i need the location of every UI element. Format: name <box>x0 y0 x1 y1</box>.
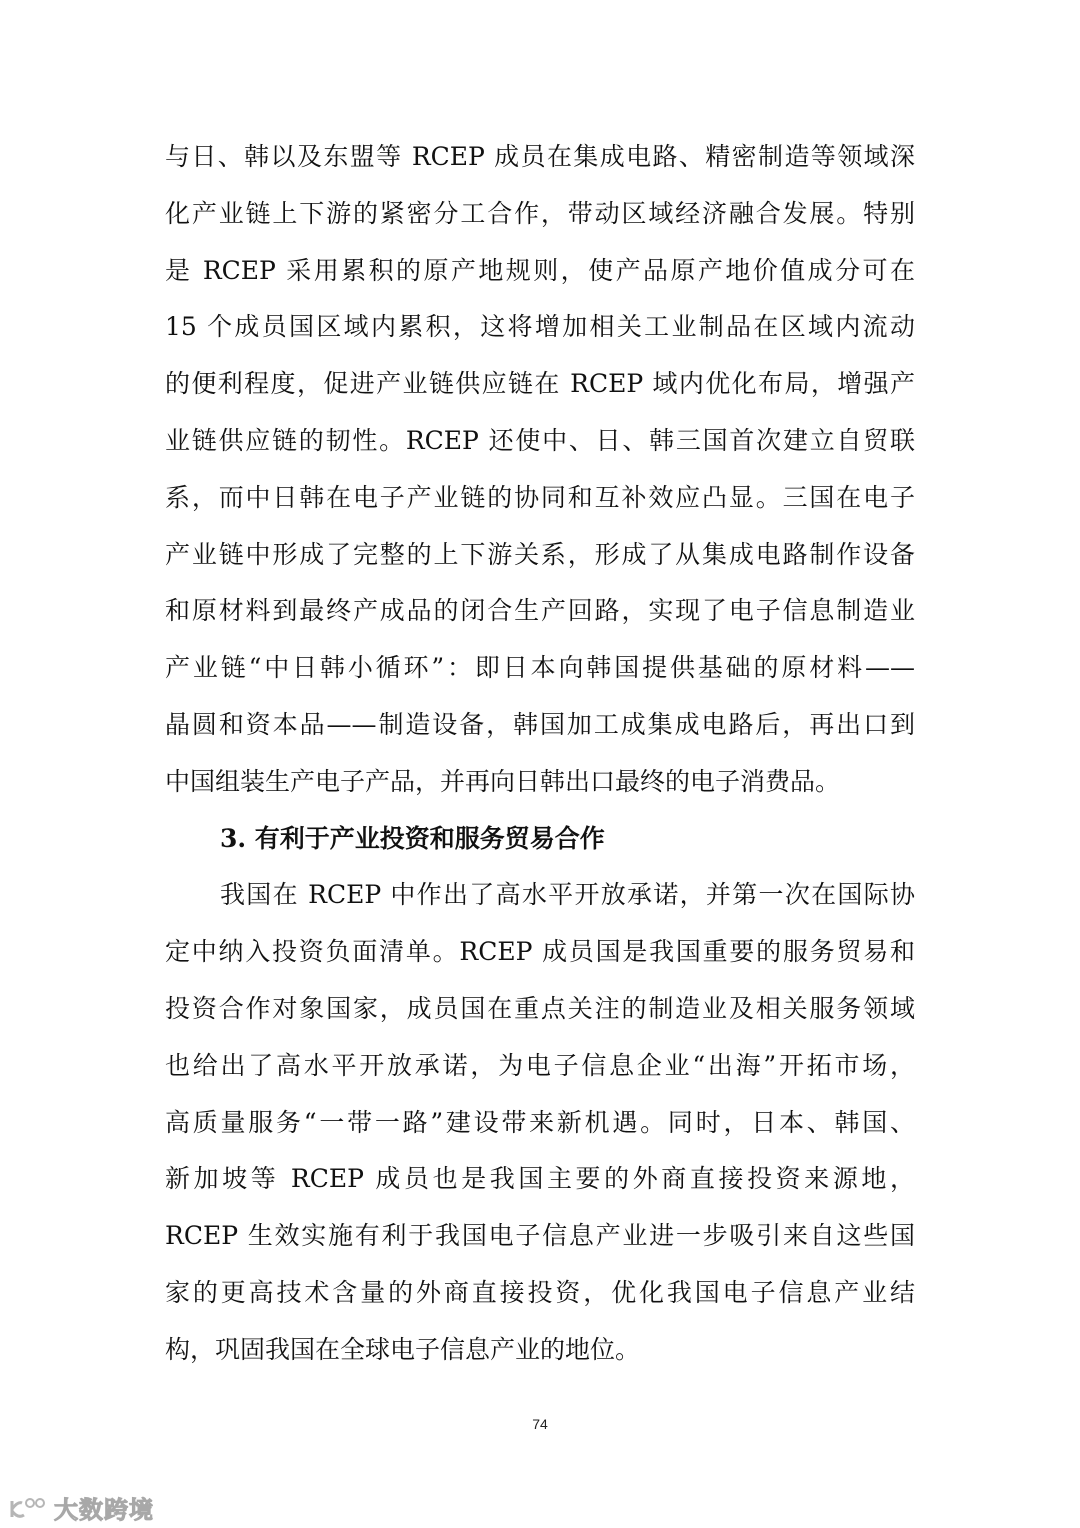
text-line: 业链供应链的韧性。RCEP 还使中、日、韩三国首次建立自贸联 <box>165 425 915 455</box>
text-line: 中国组装生产电子产品，并再向日韩出口最终的电子消费品。 <box>165 766 841 796</box>
text-line: 是 RCEP 采用累积的原产地规则，使产品原产地价值成分可在 <box>165 255 915 285</box>
section-heading: 3. 有利于产业投资和服务贸易合作 <box>220 823 605 853</box>
text-line: 产业链“中日韩小循环”：即日本向韩国提供基础的原材料—— <box>165 653 915 683</box>
text-line: 15 个成员国区域内累积，这将增加相关工业制品在区域内流动 <box>165 312 915 342</box>
watermark-text: 大数跨境 <box>54 1496 154 1524</box>
text-line: 和原材料到最终产成品的闭合生产回路，实现了电子信息制造业 <box>165 596 915 626</box>
text-line: 也给出了高水平开放承诺，为电子信息企业“出海”开拓市场， <box>165 1050 915 1080</box>
text-line: 产业链中形成了完整的上下游关系，形成了从集成电路制作设备 <box>165 539 915 569</box>
text-line: 晶圆和资本品——制造设备，韩国加工成集成电路后，再出口到 <box>165 709 915 739</box>
text-line: 与日、韩以及东盟等 RCEP 成员在集成电路、精密制造等领域深 <box>165 142 915 171</box>
text-line: 的便利程度，促进产业链供应链在 RCEP 域内优化布局，增强产 <box>165 369 915 399</box>
watermark <box>8 1490 154 1525</box>
text-line: 新加坡等 RCEP 成员也是我国主要的外商直接投资来源地， <box>165 1164 915 1194</box>
paragraph <box>165 134 915 816</box>
paragraph <box>165 872 915 1383</box>
text-line: 家的更高技术含量的外商直接投资，优化我国电子信息产业结 <box>165 1277 915 1307</box>
page-number: 74 <box>532 1416 548 1432</box>
text-line: 定中纳入投资负面清单。RCEP 成员国是我国重要的服务贸易和 <box>165 937 915 967</box>
text-line: 投资合作对象国家，成员国在重点关注的制造业及相关服务领域 <box>165 993 915 1023</box>
text-line: 系，而中日韩在电子产业链的协同和互补效应凸显。三国在电子 <box>165 482 915 512</box>
text-line: 高质量服务“一带一路”建设带来新机遇。同时，日本、韩国、 <box>165 1107 915 1137</box>
text-line: 构，巩固我国在全球电子信息产业的地位。 <box>165 1334 641 1364</box>
document-body <box>165 134 915 1384</box>
watermark-logo-icon <box>8 1495 48 1521</box>
text-line: RCEP 生效实施有利于我国电子信息产业进一步吸引来自这些国 <box>165 1221 915 1251</box>
text-line: 化产业链上下游的紧密分工合作，带动区域经济融合发展。特别 <box>165 198 915 228</box>
text-line: 我国在 RCEP 中作出了高水平开放承诺，并第一次在国际协 <box>220 880 915 910</box>
